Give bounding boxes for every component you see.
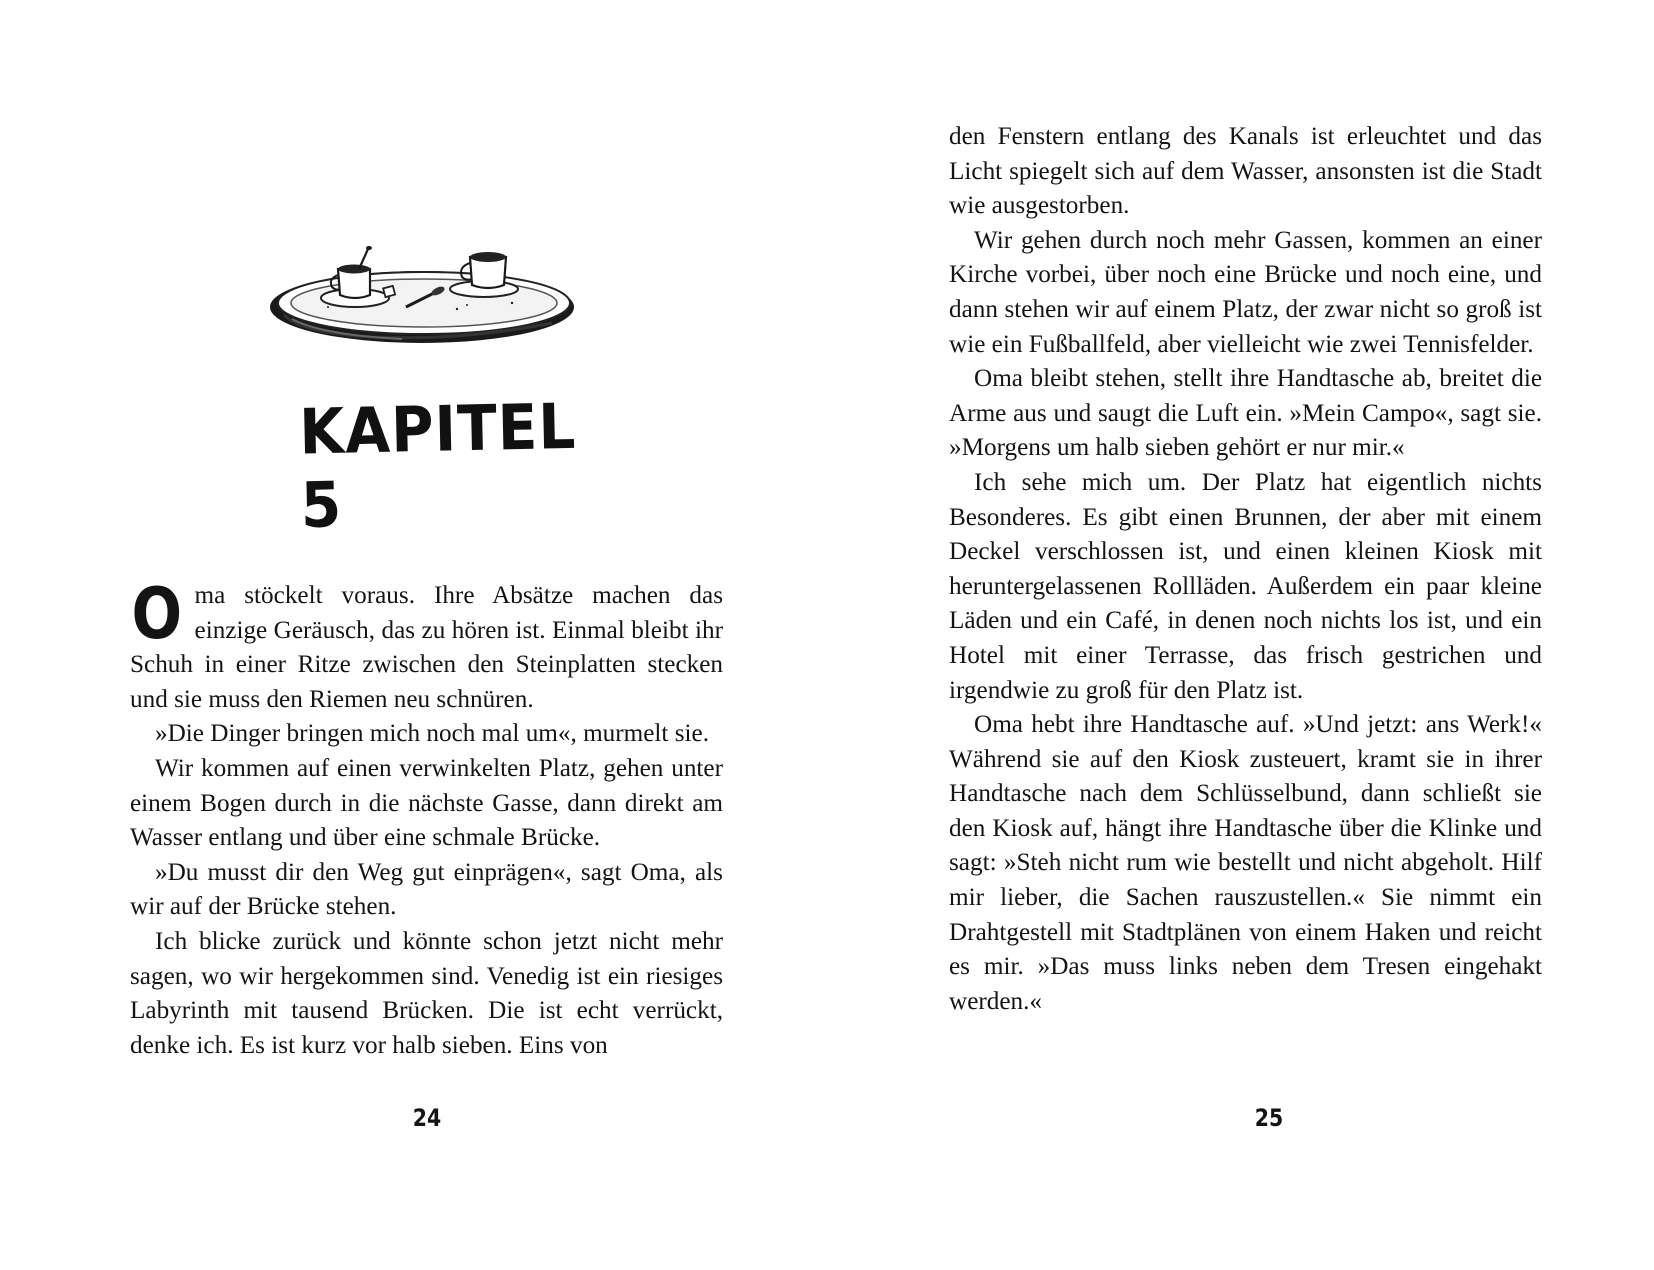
- paragraph: »Die Dinger bringen mich noch mal um«, murmelt sie.: [155, 720, 710, 748]
- paragraph: den Fenstern entlang des Kanals ist erleuchtet und das Licht spiegelt sich auf dem Wasser, ansonsten ist die Stadt wie ausgestorben.: [949, 123, 1542, 220]
- paragraph: Ich blicke zurück und könnte schon jetzt nicht mehr sagen, wo wir hergekommen sind. Venedig ist ein riesiges Labyrinth mit tausend Brücken. Die ist echt verrückt, denke ich. Es ist kurz vor halb sieben. Eins von: [130, 927, 723, 1059]
- paragraph: Oma bleibt stehen, stellt ihre Handtasche ab, breitet die Arme aus und saugt die Luft ein. »Mein Campo«, sagt sie. »Morgens um halb sieben gehört er nur mir.«: [949, 365, 1542, 462]
- paragraph: Wir gehen durch noch mehr Gassen, kommen an einer Kirche vorbei, über noch eine Brücke und noch eine, und dann stehen wir auf einem Platz, der zwar nicht so groß ist wie ein Fußballfeld, aber vielleicht wie zwei Tennisfelder.: [949, 226, 1542, 358]
- page-number: 24: [412, 1104, 442, 1132]
- paragraph: Oma stöckelt voraus. Ihre Absätze machen das einzige Geräusch, das zu hören ist. Einmal bleibt ihr Schuh in einer Ritze zwischen den Steinplatten stecken und sie muss den Riemen neu schnüren.: [130, 573, 723, 713]
- chapter-title: KAPITEL 5: [298, 389, 578, 543]
- paragraph: Ich sehe mich um. Der Platz hat eigentlich nichts Besonderes. Es gibt einen Brunnen, der aber mit einem Deckel verschlossen ist, und einen kleinen Kiosk mit heruntergelassenen Rollläden. Außerdem ein paar kleine Läden und ein Café, in denen noch nichts los ist, und ein Hotel mit einer Terrasse, das frisch gestrichen und irgendwie zu groß für den Platz ist.: [949, 468, 1542, 704]
- right-body-text: [949, 120, 1542, 1019]
- paragraph: »Du musst dir den Weg gut einprägen«, sagt Oma, als wir auf der Brücke stehen.: [130, 858, 723, 921]
- right-page: [827, 0, 1654, 1270]
- page-number: 25: [1254, 1104, 1284, 1132]
- left-body-text: [130, 573, 723, 1063]
- drop-cap: O: [131, 573, 183, 655]
- paragraph: Wir kommen auf einen verwinkelten Platz, gehen unter einem Bogen durch in die nächste Gasse, dann direkt am Wasser entlang und über eine schmale Brücke.: [130, 754, 723, 852]
- paragraph: Oma hebt ihre Handtasche auf. »Und jetzt: ans Werk!« Während sie auf den Kiosk zusteuert, kramt sie in ihrer Handtasche nach dem Schlüsselbund, dann schließt sie den Kiosk auf, hängt ihre Handtasche über die Klinke und sagt: »Steh nicht rum wie bestellt und nicht abgeholt. Hilf mir lieber, die Sachen rauszustellen.« Sie nimmt ein Drahtgestell mit Stadtplänen von einem Haken und reicht es mir. »Das muss links neben dem Tresen eingehakt werden.«: [949, 711, 1542, 1015]
- tray-with-coffee-cups-icon: [262, 245, 582, 355]
